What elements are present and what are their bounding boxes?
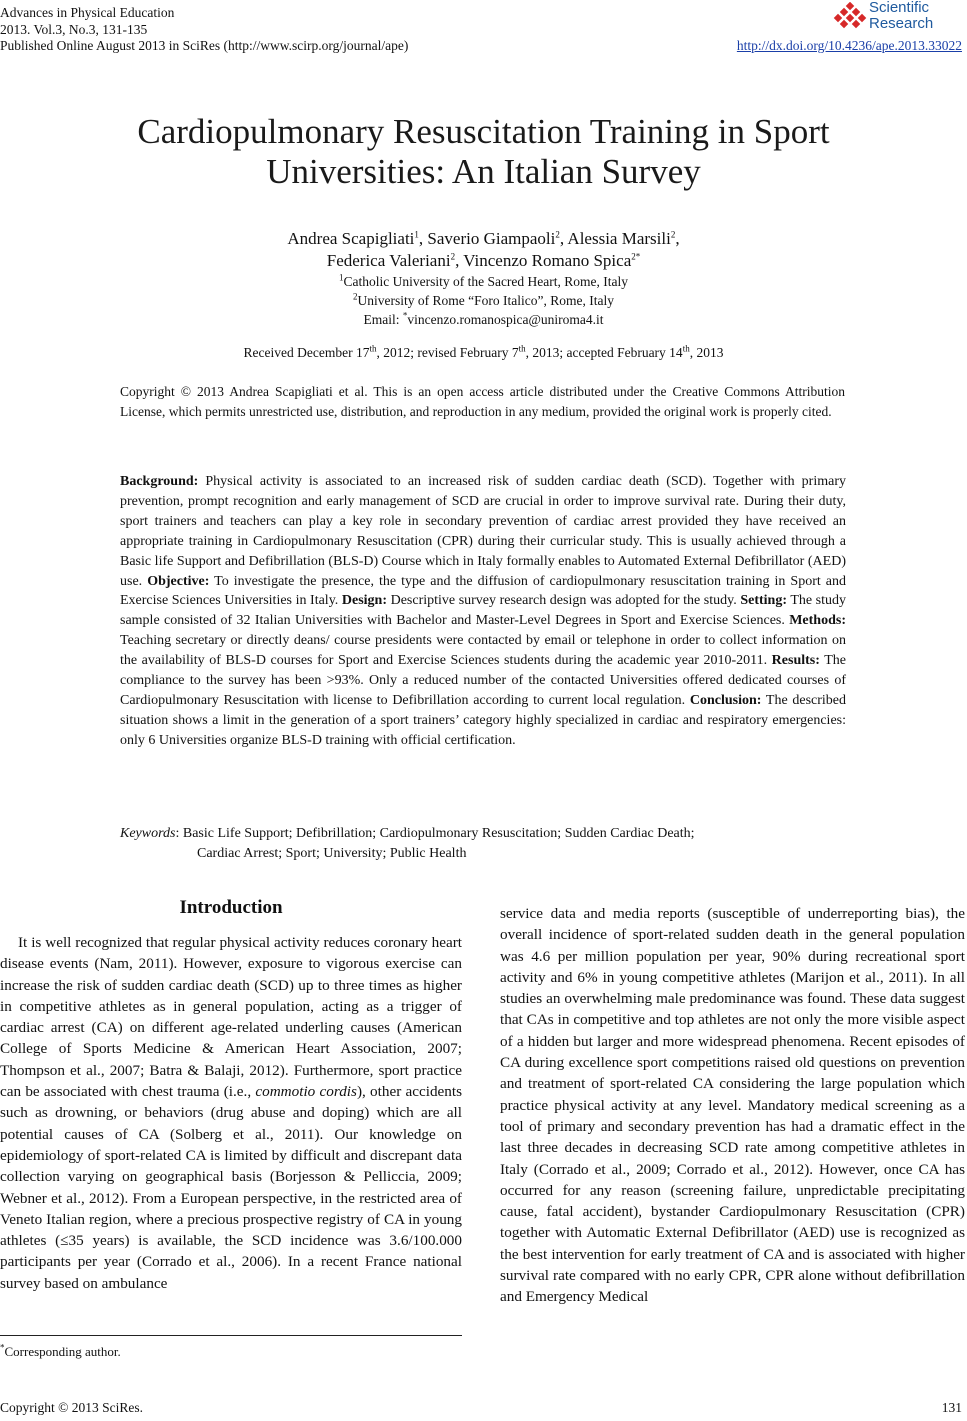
title-line-1: Cardiopulmonary Resuscitation Training in Sport <box>137 112 830 151</box>
author-affiliation-mark: 2 <box>670 229 676 240</box>
abstract-label: Objective: <box>147 573 210 589</box>
abstract-text: Teaching secretary or directly deans/ course presidents were contacted by email or telephone in order to collect information on the availability of BLS-D courses for Sport and Exercise Sciences students during the academic year 2010-2011. <box>120 633 846 669</box>
column-right <box>500 903 965 1308</box>
doi-link[interactable]: http://dx.doi.org/10.4236/ape.2013.33022 <box>736 38 962 53</box>
abstract-text: The compliance to the survey has been >93%. Only a reduced number of the contacted Universities offered dedicated courses of Cardiopulmonary Resuscitation with license to Defibrillation according to current local regulation. <box>120 653 847 708</box>
section-heading-introduction: Introduction <box>179 897 283 918</box>
revised-date: , 2012; revised February 7 <box>376 345 519 360</box>
date-ordinal: th <box>682 343 690 354</box>
abstract-label: Design: <box>341 593 387 609</box>
abstract-label: Setting: <box>740 593 787 609</box>
accepted-date: , 2013; accepted February 14 <box>525 345 683 360</box>
journal-volume: 2013. Vol.3, No.3, 131-135 <box>0 21 148 37</box>
keywords <box>120 824 850 864</box>
title-line-2: Universities: An Italian Survey <box>266 152 701 191</box>
running-header <box>0 5 408 55</box>
abstract-text: Physical activity is associated to an increased risk of sudden cardiac death (SCD). Together with primary prevention, prompt recognition and early management of SCD are crucial in order to improve survival rate. During their duty, sport trainers and teachers can play a key role in secondary prevention of cardiac arrest provided they have received an appropriate training in Cardiopulmonary Resuscitation (CPR) during their curricular study. This is usually achieved through a Basic life Support and Defibrillation (BLS-D) Course which in Italy formally enables to Automated External Defibrillator (AED) use. <box>120 474 846 589</box>
email-label: Email: <box>363 312 403 327</box>
affiliation-mark: 2 <box>353 291 358 302</box>
paragraph-text: ), other accidents such as drowning, or behaviors (drug abuse and doping) which are all potential causes of CA (Solberg et al., 2011). Our knowledge on epidemiology of sport-related CA is limited by difficult and discrepant data collection varying on geographical basis (Borjesson & Pelliccia, 2009; Webner et al., 2012). From a European perspective, in the restricted area of Veneto Italian region, where a precious prospective registry of CA in young athletes (≤35 years) is available, the SCD incidence was 3.6/100.000 participants per year (Corrado et al., 2006). In a recent France national survey based on ambulance <box>0 1083 463 1292</box>
author-affiliation-mark: 2 <box>450 251 456 262</box>
abstract-label: Conclusion: <box>689 692 762 708</box>
author-name: Andrea Scapigliati <box>287 229 415 248</box>
abstract-text: Descriptive survey research design was adopted for the study. <box>387 593 741 609</box>
abstract <box>120 472 846 751</box>
paragraph-text: It is well recognized that regular physical activity reduces coronary heart disease events (Nam, 2011). However, exposure to vigorous exercise can increase the risk of sudden cardiac death (SCD) up to three times as higher in competitive athletes as in general population, acting as a trigger of cardiac arrest (CA) on different age-related underling causes (American College of Sports Medicine & American Heart Association, 2007; Thompson et al., 2007; Batra & Balaji, 2012). Furthermore, sport practice can be associated with chest trauma (i.e., <box>0 934 462 1101</box>
page-number: 131 <box>941 1400 962 1415</box>
article-dates <box>0 345 967 361</box>
paragraph-italic: commotio cordis <box>255 1083 357 1101</box>
abstract-label: Results: <box>771 653 820 669</box>
publication-info: Published Online August 2013 in SciRes (http://www.scirp.org/journal/ape) <box>0 38 409 53</box>
affiliation-text: University of Rome “Foro Italico”, Rome, Italy <box>357 293 614 308</box>
logo-text-research: Research <box>869 15 934 32</box>
author-name: , Vincenzo Romano Spica <box>455 251 632 270</box>
email-mark: * <box>402 310 408 321</box>
author-name: Federica Valeriani <box>326 251 451 270</box>
journal-name: Advances in Physical Education <box>0 5 175 20</box>
logo-text-scientific: Scientific <box>869 0 930 16</box>
author-name: , Saverio Giampaoli <box>418 229 556 248</box>
footnote-text: Corresponding author. <box>4 1344 121 1359</box>
scientific-research-logo <box>833 0 963 34</box>
footer-copyright: Copyright © 2013 SciRes. <box>0 1400 144 1415</box>
author-affiliation-mark: 1 <box>414 229 419 240</box>
keywords-line-2: Cardiac Arrest; Sport; University; Public Health <box>197 846 467 861</box>
copyright-notice: Copyright © 2013 Andrea Scapigliati et al. This is an open access article distributed under the Creative Commons Attribution License, which permits unrestricted use, distribution, and reproduction in any medium, provided the original work is properly cited. <box>120 384 845 419</box>
abstract-text: The study sample consisted of 32 Italian Universities with Bachelor and Master-Level Degrees in Sport and Exercise Sciences. <box>120 593 846 629</box>
affiliations <box>0 272 967 329</box>
footnote-divider <box>0 1335 462 1336</box>
footnote <box>0 1344 121 1360</box>
paper-title <box>0 112 967 192</box>
date-ordinal: th <box>369 343 377 354</box>
author-separator: , <box>675 229 680 248</box>
keywords-label: Keywords <box>120 826 176 841</box>
email-address[interactable]: vincenzo.romanospica@uniroma4.it <box>407 312 604 327</box>
column-left <box>0 896 462 1294</box>
affiliation-mark: 1 <box>338 272 344 283</box>
author-list <box>0 228 967 272</box>
abstract-label: Methods: <box>789 613 846 629</box>
abstract-text: The described situation shows a limit in the generation of a sport trainers’ category highly specialized in cardiac and respiratory emergencies: only 6 Universities organize BLS-D training with official certification. <box>120 692 846 748</box>
received-date: Received December 17 <box>243 345 370 360</box>
date-ordinal: th <box>518 343 526 354</box>
keywords-line-1: : Basic Life Support; Defibrillation; Cardiopulmonary Resuscitation; Sudden Cardiac Death; <box>175 826 695 841</box>
abstract-label: Background: <box>120 474 199 489</box>
author-name: , Alessia Marsili <box>559 229 671 248</box>
author-affiliation-mark: 2* <box>631 251 641 262</box>
footnote-mark: * <box>0 1342 5 1353</box>
paragraph <box>0 932 462 1294</box>
email-line <box>0 310 967 329</box>
paragraph: service data and media reports (susceptible of underreporting bias), the overall incidence of sport-related sudden death in the general population was 4.6 per million population per year, 90% during recreational sport activity and 6% in young competitive athletes (Marijon et al., 2011). In all studies an overwhelming male predominance was found. These data suggest that CAs in competitive and top athletes are not only the more visible aspect of a hidden but larger and more widespread phenomena. Recent episodes of CA during excellence sport competitions raised old questions on prevention and treatment of sport-related CA considering the large population which practice physical activity at any level. Mandatory medical screening as a tool of primary and secondary prevention has had a dramatic effect in the last three decades in decreasing SCD rate among competitive athletes in Italy (Corrado et al., 2009; Corrado et al., 2012). However, once CA has occurred for any reason (screening failure, unpredictable precipitating cause, fatal accident), bystander Cardiopulmonary Resuscitation (CPR) together with Automatic External Defibrillator (AED) use is recognized as the best intervention for early treatment of CA and is associated with higher survival rate compared with no early CPR, CPR alone without defibrillation and Emergency Medical <box>500 905 965 1306</box>
author-affiliation-mark: 2 <box>555 229 560 240</box>
accepted-year: , 2013 <box>689 345 724 360</box>
abstract-text: To investigate the presence, the type and the diffusion of cardiopulmonary resuscitation training in Sport and Exercise Sciences Universities in Italy. <box>120 573 847 609</box>
affiliation-1 <box>0 272 967 291</box>
affiliation-2 <box>0 291 967 310</box>
logo-diamond-icon <box>833 2 867 32</box>
affiliation-text: Catholic University of the Sacred Heart, Rome, Italy <box>343 274 629 289</box>
